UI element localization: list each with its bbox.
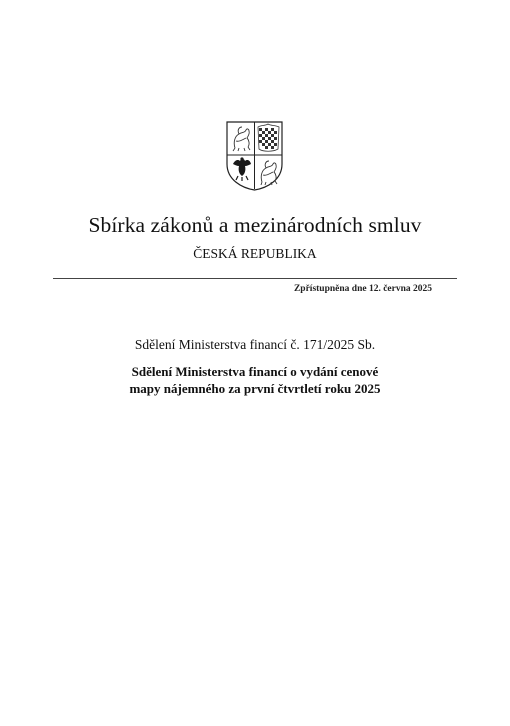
header-divider (53, 278, 457, 279)
document-title-line: mapy nájemného za první čtvrtletí roku 2025 (129, 381, 381, 396)
document-title (0, 363, 510, 397)
country-name: ČESKÁ REPUBLIKA (193, 246, 317, 261)
publication-date: Zpřístupněna dne 12. června 2025 (293, 284, 432, 294)
document-reference: Sdělení Ministerstva financí č. 171/2025 Sb. (134, 337, 376, 352)
page-title: Sbírka zákonů a mezinárodních smluv (88, 213, 422, 237)
document-title-line: Sdělení Ministerstva financí o vydání cenové (131, 364, 379, 379)
czech-coat-of-arms-icon (225, 120, 284, 192)
